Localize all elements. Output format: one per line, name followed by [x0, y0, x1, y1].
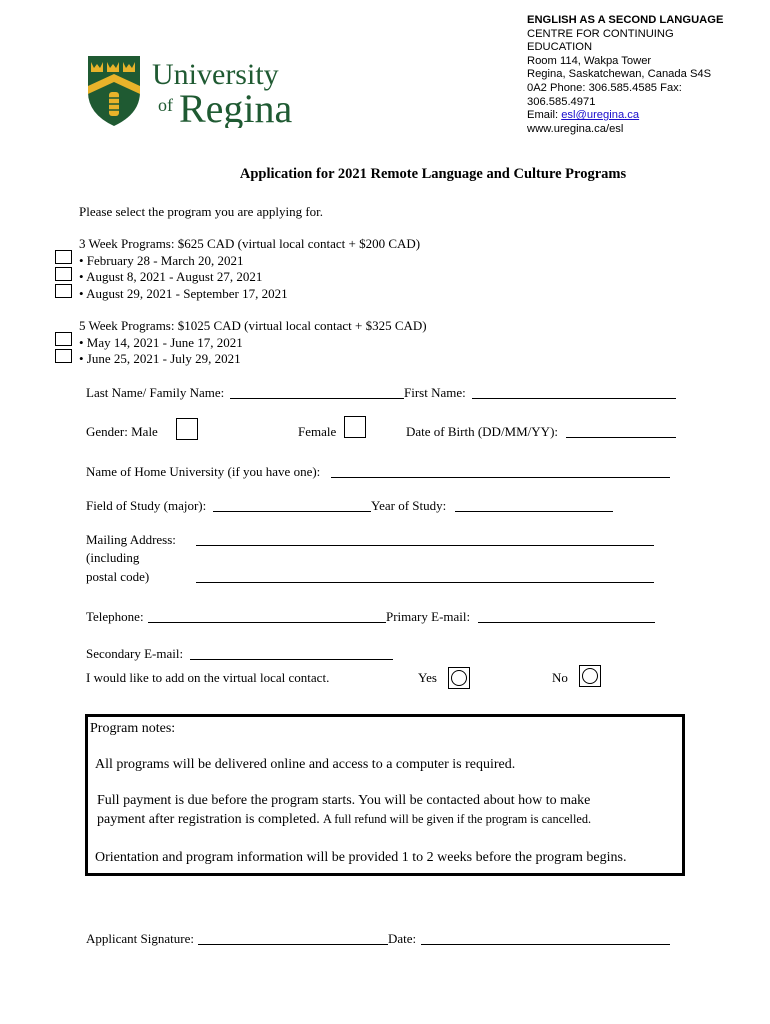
- gender-female-label: Female: [298, 424, 337, 439]
- field-of-study-field[interactable]: [213, 511, 371, 512]
- logo-line2: Regina: [179, 86, 293, 128]
- telephone-label: Telephone:: [86, 609, 144, 624]
- notes-paragraph3: Orientation and program information will be provided 1 to 2 weeks before the program begins.: [95, 850, 627, 865]
- program5-heading: 5 Week Programs: $1025 CAD (virtual local contact + $325 CAD): [79, 318, 427, 333]
- crest-icon: [88, 56, 140, 126]
- university-logo: [86, 54, 301, 128]
- date-label: Date:: [388, 931, 417, 946]
- address-line2: Regina, Saskatchewan, Canada S4S: [527, 68, 712, 81]
- website-text: www.uregina.ca/esl: [527, 122, 624, 135]
- program3-option1: • February 28 - March 20, 2021: [79, 253, 244, 268]
- home-university-field[interactable]: [331, 477, 670, 478]
- last-name-label: Last Name/ Family Name:: [86, 385, 225, 400]
- address-line4: 306.585.4971: [527, 95, 596, 108]
- date-field[interactable]: [421, 944, 670, 945]
- mailing-address-label: Mailing Address:: [86, 532, 176, 547]
- logo-of: of: [158, 95, 173, 115]
- contact-block: [527, 14, 762, 136]
- notes-paragraph2-line2: [97, 811, 591, 828]
- home-university-label: Name of Home University (if you have one):: [86, 464, 321, 479]
- signature-label: Applicant Signature:: [86, 931, 194, 946]
- yes-label: Yes: [418, 670, 437, 685]
- yes-radio[interactable]: [448, 667, 470, 689]
- mailing-address-field2[interactable]: [196, 582, 654, 583]
- primary-email-field[interactable]: [478, 622, 655, 623]
- no-radio[interactable]: [579, 665, 601, 687]
- notes-paragraph2-line1: Full payment is due before the program starts. You will be contacted about how to make: [97, 793, 591, 808]
- notes-paragraph2-part-b: A full refund will be given if the program is cancelled.: [323, 812, 592, 826]
- gender-male-label: Gender: Male: [86, 424, 158, 439]
- program5-option1: • May 14, 2021 - June 17, 2021: [79, 335, 243, 350]
- instruction-text: Please select the program you are applying for.: [79, 204, 324, 219]
- program5-option1-checkbox[interactable]: [55, 332, 72, 346]
- email-label: Email:: [527, 109, 559, 122]
- program3-option3: • August 29, 2021 - September 17, 2021: [79, 286, 288, 301]
- dob-label: Date of Birth (DD/MM/YY):: [406, 424, 559, 439]
- form-title-wrap: [0, 166, 770, 183]
- virtual-contact-label: I would like to add on the virtual local contact.: [86, 670, 330, 685]
- first-name-label: First Name:: [404, 385, 466, 400]
- program3-option1-checkbox[interactable]: [55, 250, 72, 264]
- notes-paragraph2-part-a: payment after registration is completed.: [97, 812, 320, 827]
- dept-name: ENGLISH AS A SECOND LANGUAGE: [527, 14, 724, 26]
- notes-heading: Program notes:: [90, 721, 176, 736]
- program3-heading: 3 Week Programs: $625 CAD (virtual local contact + $200 CAD): [79, 236, 421, 251]
- primary-email-label: Primary E-mail:: [386, 609, 471, 624]
- logo-line1: University: [152, 58, 279, 91]
- last-name-field[interactable]: [230, 398, 404, 399]
- signature-field[interactable]: [198, 944, 388, 945]
- program3-option2: • August 8, 2021 - August 27, 2021: [79, 269, 263, 284]
- gender-female-checkbox[interactable]: [344, 416, 366, 438]
- form-title: Application for 2021 Remote Language and Culture Programs: [239, 166, 627, 182]
- dob-field[interactable]: [566, 437, 676, 438]
- notes-paragraph1: All programs will be delivered online and access to a computer is required.: [95, 757, 516, 772]
- year-of-study-field[interactable]: [455, 511, 613, 512]
- centre-name-line1: CENTRE FOR CONTINUING: [527, 27, 674, 40]
- year-of-study-label: Year of Study:: [371, 498, 447, 513]
- address-line1: Room 114, Wakpa Tower: [527, 54, 652, 67]
- telephone-field[interactable]: [148, 622, 386, 623]
- program3-option2-checkbox[interactable]: [55, 267, 72, 281]
- secondary-email-label: Secondary E-mail:: [86, 646, 184, 661]
- first-name-field[interactable]: [472, 398, 676, 399]
- address-line3: 0A2 Phone: 306.585.4585 Fax:: [527, 81, 682, 94]
- gender-male-checkbox[interactable]: [176, 418, 198, 440]
- email-link[interactable]: esl@uregina.ca: [561, 109, 640, 122]
- program5-option2-checkbox[interactable]: [55, 349, 72, 363]
- mailing-address-field1[interactable]: [196, 545, 654, 546]
- secondary-email-field[interactable]: [190, 659, 393, 660]
- field-of-study-label: Field of Study (major):: [86, 498, 207, 513]
- program5-option2: • June 25, 2021 - July 29, 2021: [79, 351, 241, 366]
- program3-option3-checkbox[interactable]: [55, 284, 72, 298]
- program-notes-box: [85, 714, 685, 876]
- mailing-address-label3: postal code): [86, 569, 150, 584]
- no-label: No: [552, 670, 568, 685]
- centre-name-line2: EDUCATION: [527, 41, 593, 54]
- mailing-address-label2: (including: [86, 550, 140, 565]
